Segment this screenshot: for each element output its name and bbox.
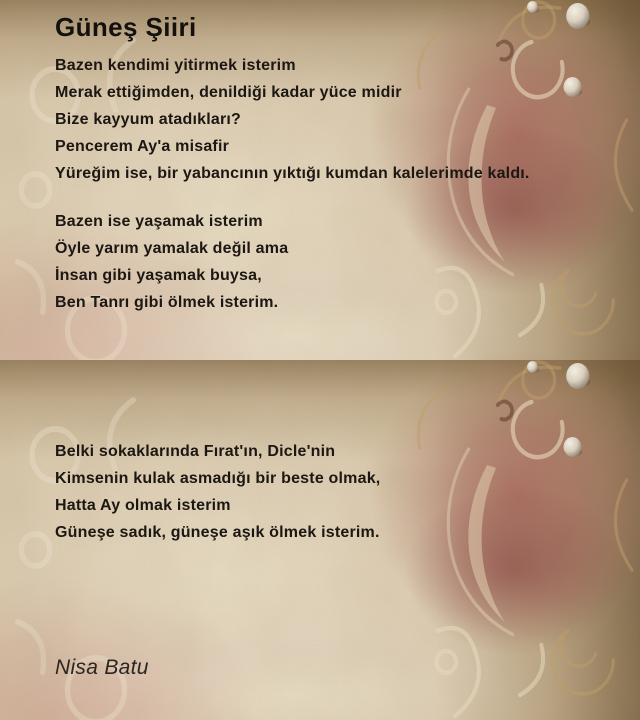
- poem-title: Güneş Şiiri: [55, 12, 197, 42]
- stanza-2: [55, 208, 288, 316]
- stanza-1: [55, 52, 530, 187]
- poem-line: Ben Tanrı gibi ölmek isterim.: [55, 294, 279, 311]
- poem-line: Güneşe sadık, güneşe aşık ölmek isterim.: [55, 524, 380, 541]
- poem-line: Bazen kendimi yitirmek isterim: [55, 57, 296, 74]
- poem-line: Öyle yarım yamalak değil ama: [55, 240, 289, 257]
- author-signature: Nisa Batu: [55, 656, 149, 679]
- stanza-3: [55, 438, 380, 546]
- poem-line: Belki sokaklarında Fırat'ın, Dicle'nin: [55, 443, 336, 460]
- poem-line: Merak ettiğimden, denildiği kadar yüce midir: [55, 84, 402, 101]
- poem-line: Pencerem Ay'a misafir: [55, 138, 230, 155]
- poem-line: Kimsenin kulak asmadığı bir beste olmak,: [55, 470, 381, 487]
- poem-line: İnsan gibi yaşamak buysa,: [55, 267, 262, 284]
- poem-line: Yüreğim ise, bir yabancının yıktığı kumdan kalelerimde kaldı.: [55, 165, 530, 182]
- poem-line: Hatta Ay olmak isterim: [55, 497, 231, 514]
- poem-line: Bazen ise yaşamak isterim: [55, 213, 263, 230]
- poem-line: Bize kayyum atadıkları?: [55, 111, 242, 128]
